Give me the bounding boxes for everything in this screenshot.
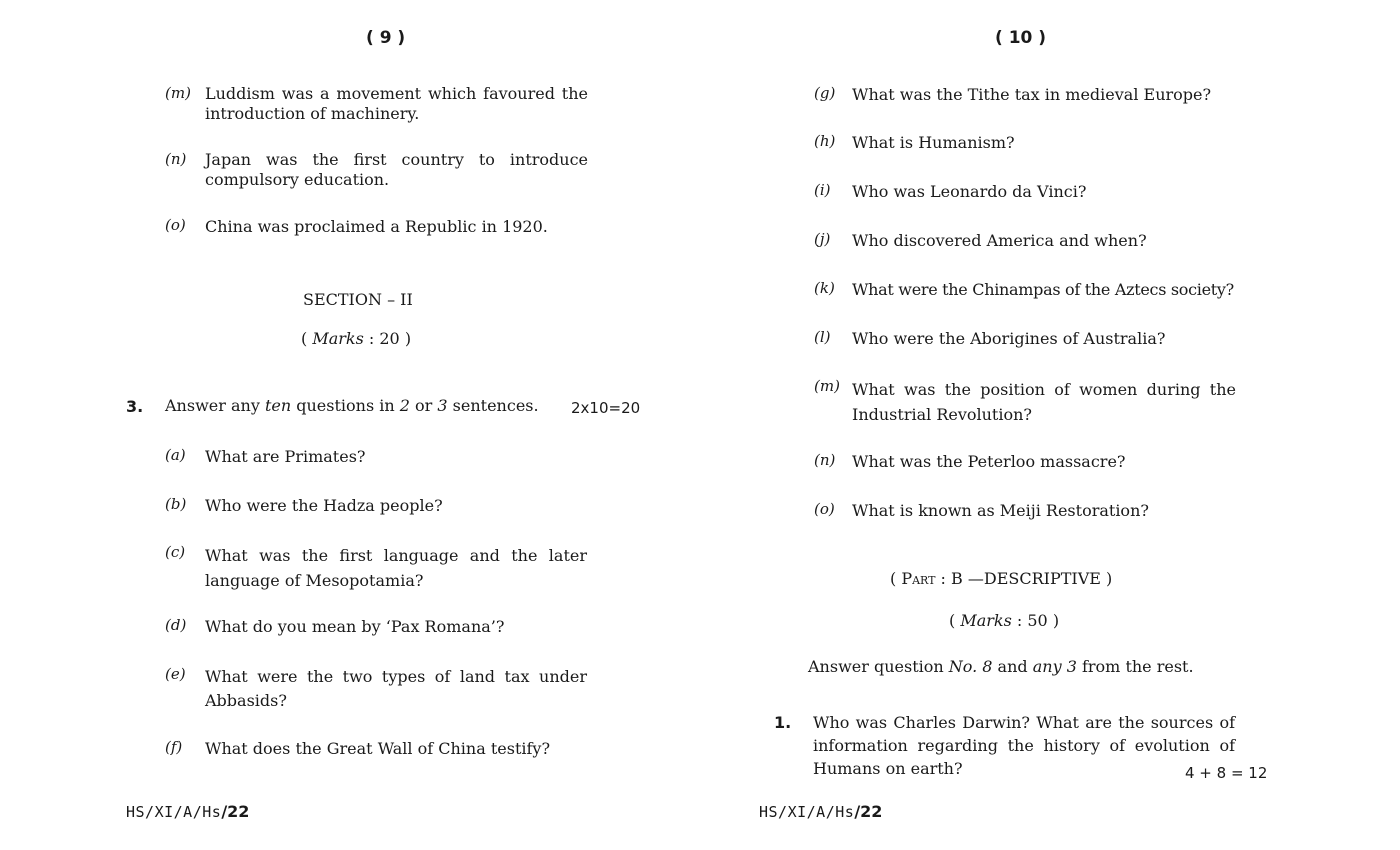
item-label: (k) (814, 279, 835, 297)
item-text: Who discovered America and when? (852, 231, 1147, 250)
question-f (165, 738, 595, 762)
question-b (165, 495, 595, 519)
item-text: Japan was the first country to introduce compulsory education. (205, 150, 588, 189)
item-text: What were the two types of land tax under Abbasids? (205, 667, 587, 710)
item-label: (o) (814, 500, 835, 518)
answer-instruction: Answer question No. 8 and any 3 from the rest. (808, 657, 1194, 676)
item-label: (c) (165, 543, 186, 561)
question-marks: 2x10=20 (571, 399, 641, 417)
question-e (165, 665, 595, 715)
item-label: (e) (165, 665, 186, 683)
question-d (165, 616, 595, 640)
footer-code: HS/XI/A/Hs/22 (759, 802, 883, 821)
section-title: SECTION – II (303, 290, 413, 309)
item-text: What is known as Meiji Restoration? (852, 501, 1149, 520)
footer-code: HS/XI/A/Hs/22 (126, 802, 250, 821)
item-text: What was the Peterloo massacre? (852, 452, 1126, 471)
item-text: Who was Leonardo da Vinci? (852, 182, 1087, 201)
question-l (814, 328, 1254, 352)
question-j (814, 230, 1254, 254)
question-n (814, 451, 1254, 475)
statement-n (165, 150, 595, 196)
question-1-marks: 4 + 8 = 12 (1185, 764, 1268, 782)
question-c (165, 543, 595, 593)
item-text: What do you mean by ‘Pax Romana’? (205, 617, 505, 636)
item-text: What are Primates? (205, 447, 366, 466)
item-label: (f) (165, 738, 183, 756)
section-marks: ( Marks : 20 ) (301, 329, 412, 348)
item-text: Who were the Aborigines of Australia? (852, 329, 1166, 348)
question-o (814, 500, 1254, 524)
question-1-text: Who was Charles Darwin? What are the sources of information regarding the history of evolution of Humans on earth? (813, 713, 1235, 778)
item-label: (g) (814, 84, 836, 102)
item-label: (o) (165, 216, 186, 234)
item-label: (d) (165, 616, 187, 634)
page-10 (700, 0, 1400, 850)
item-text: Who were the Hadza people? (205, 496, 443, 515)
question-k (814, 279, 1254, 303)
statement-m (165, 84, 595, 130)
question-i (814, 181, 1254, 205)
question-number: 1. (774, 713, 792, 732)
page-number: ( 10 ) (995, 28, 1047, 48)
item-text: What is Humanism? (852, 133, 1015, 152)
statement-o (165, 216, 595, 240)
item-text: What were the Chinampas of the Aztecs society? (852, 280, 1234, 299)
item-label: (n) (814, 451, 836, 469)
part-marks: ( Marks : 50 ) (949, 611, 1060, 630)
item-text: What was the Tithe tax in medieval Europe? (852, 85, 1212, 104)
item-label: (n) (165, 150, 187, 168)
question-number: 3. (126, 397, 144, 416)
item-label: (m) (814, 377, 840, 395)
item-text: What does the Great Wall of China testify? (205, 739, 551, 758)
item-text: Luddism was a movement which favoured the introduction of machinery. (205, 84, 588, 123)
question-m (814, 377, 1254, 427)
item-label: (h) (814, 132, 836, 150)
part-heading: ( Part : B —DESCRIPTIVE ) (890, 569, 1113, 588)
item-label: (b) (165, 495, 187, 513)
item-text: What was the first language and the later language of Mesopotamia? (205, 546, 587, 590)
question-instruction: Answer any ten questions in 2 or 3 sentences. (165, 396, 539, 415)
item-label: (m) (165, 84, 191, 102)
item-text: What was the position of women during the Industrial Revolution? (852, 380, 1236, 424)
item-label: (a) (165, 446, 186, 464)
item-text: China was proclaimed a Republic in 1920. (205, 217, 548, 236)
question-a (165, 446, 595, 470)
item-label: (l) (814, 328, 831, 346)
question-g (814, 84, 1254, 108)
item-label: (j) (814, 230, 831, 248)
item-label: (i) (814, 181, 831, 199)
question-h (814, 132, 1254, 156)
page-number: ( 9 ) (366, 28, 406, 48)
